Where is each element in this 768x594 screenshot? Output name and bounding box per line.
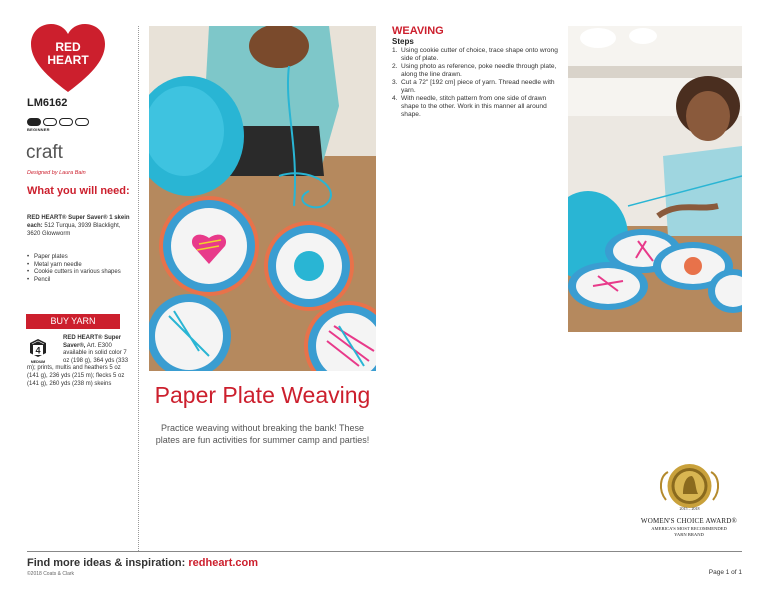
page-number: Page 1 of 1: [708, 569, 742, 576]
step-text: Using cookie cutter of choice, trace shape onto wrong side of plate.: [401, 47, 558, 62]
supply-item: • Paper plates: [27, 254, 135, 262]
supply-item: • Cookie cutters in various shapes: [27, 269, 135, 277]
category-label: craft: [26, 142, 63, 163]
weight-label: MEDIUM: [30, 360, 46, 364]
step-item: 4. With needle, stitch pattern from one side of drawn shape to the other. Work in this manner all around shape.: [392, 95, 547, 118]
logo-text-red: RED: [55, 40, 81, 54]
step-item: 1. Using cookie cutter of choice, trace shape onto wrong side of plate.: [392, 47, 558, 62]
red-heart-logo[interactable]: [31, 24, 105, 94]
footer-cta: [27, 557, 258, 569]
pattern-id: LM6162: [27, 97, 68, 109]
step-text: Cut a 72" [192 cm] piece of yarn. Thread needle with yarn.: [401, 79, 555, 94]
yarn-weight-icon: [28, 338, 48, 364]
skill-label: BEGINNER: [27, 127, 50, 132]
project-title: Paper Plate Weaving: [154, 382, 371, 408]
project-photo: [149, 26, 376, 371]
weight-details: Art. E300 available in solid color 7 oz (198 g), 364 yds (333 m); prints, multis and heathers 5 oz (141 g), 236 yds (215 m); flecks 5 oz (141 g), 260 yds (238 m) skeins: [27, 342, 129, 387]
supplies-list: [27, 254, 135, 284]
step-text: With needle, stitch pattern from one side of drawn shape to the other. Work in this manner all around shape.: [401, 95, 547, 118]
step-text: Using photo as reference, poke needle through plate, along the line drawn.: [401, 63, 557, 78]
skill-dot: [75, 118, 89, 126]
designer-credit: Designed by Laura Bain: [27, 170, 86, 176]
child-weaving-photo: [568, 26, 742, 332]
buy-yarn-button[interactable]: BUY YARN: [26, 314, 120, 329]
steps-heading: Steps: [392, 37, 414, 46]
yarn-name: RED HEART® Super Saver® 1 skein each:: [27, 215, 130, 229]
yarn-info: [27, 214, 135, 238]
skill-dot: [27, 118, 41, 126]
logo-text-heart: HEART: [47, 53, 89, 67]
yarn-colors: 512 Turqua, 3939 Blacklight, 3620 Glowworm: [27, 223, 121, 237]
steps-list: [392, 47, 562, 119]
award-years: 2015 – 2018: [679, 506, 700, 511]
section-heading: WEAVING: [392, 25, 444, 37]
footer-link[interactable]: redheart.com: [188, 557, 259, 569]
skill-dot: [43, 118, 57, 126]
need-heading: What you will need:: [27, 185, 130, 197]
copyright: ©2018 Coats & Clark: [27, 571, 75, 577]
project-description: Practice weaving without breaking the bank! These plates are fun activities for summer camp and parties!: [155, 423, 370, 445]
column-divider: [138, 26, 139, 551]
footer-divider: [27, 551, 742, 552]
supply-item: • Pencil: [27, 277, 135, 285]
step-item: 3. Cut a 72" [192 cm] piece of yarn. Thread needle with yarn.: [392, 79, 555, 94]
weight-number: 4: [35, 345, 41, 356]
skill-level: [27, 118, 89, 132]
weight-brand: RED HEART® Super Saver®,: [63, 335, 122, 349]
award-seal: [652, 462, 727, 512]
supply-item: • Metal yarn needle: [27, 262, 135, 270]
step-item: 2. Using photo as reference, poke needle through plate, along the line drawn.: [392, 63, 557, 78]
award-subtitle: AMERICA'S MOST RECOMMENDED: [651, 526, 727, 531]
footer-text: Find more ideas & inspiration:: [27, 557, 186, 569]
skill-dot: [59, 118, 73, 126]
award-title: WOMEN'S CHOICE AWARD®: [640, 517, 738, 525]
award-category: YARN BRAND: [674, 532, 704, 537]
